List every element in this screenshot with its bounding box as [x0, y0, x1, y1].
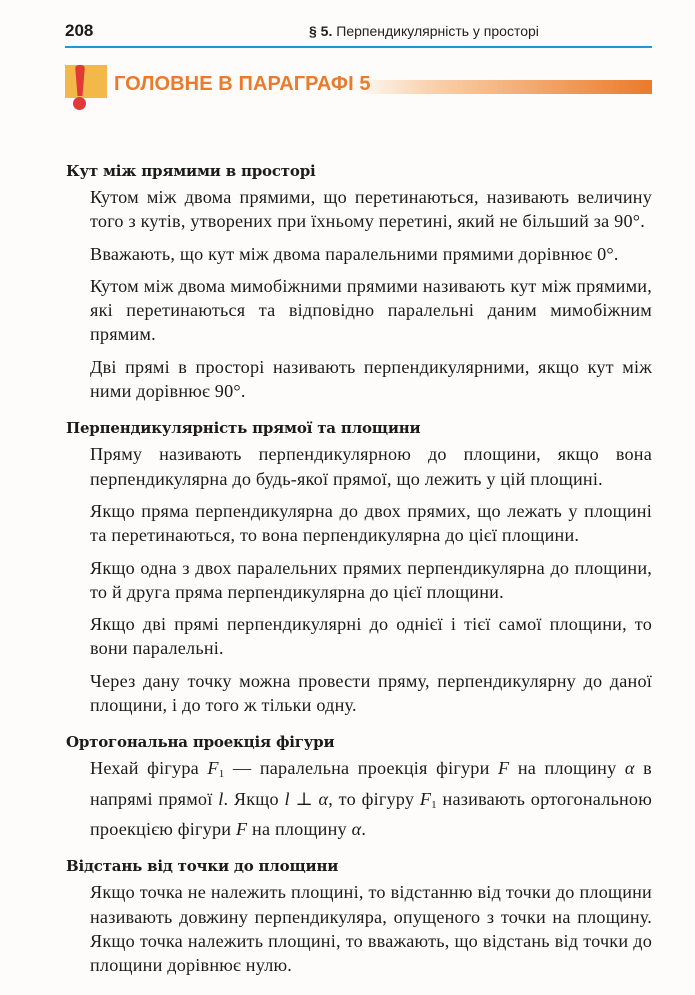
section-number: § 5.	[309, 23, 333, 39]
summary-content	[66, 160, 652, 991]
section-line-plane-perpendicularity	[66, 417, 652, 717]
paragraph: Якщо пряма перпендикулярна до двох прямих, що лежать у площині та перетинаються, то вона перпендикулярна до цієї площини.	[90, 500, 652, 546]
math-F: F	[207, 758, 219, 779]
section-heading: Ортогональна проекція фігури	[66, 733, 335, 752]
paragraph: Якщо одна з двох паралельних прямих перпендикулярна до площини, то й друга пряма перпендикулярна до цієї площини.	[90, 557, 652, 602]
section-reference	[309, 23, 539, 39]
page-number: 208	[65, 21, 94, 40]
section-point-plane-distance	[66, 855, 652, 977]
math-alpha: α	[624, 758, 635, 779]
paragraph: Нехай фігура $F_1$ — паралельна проекція фігури F на площину α в напрямі прямої l. Якщо l ⊥ α, то фігуру $F_1$ називають ортогональною проекцією фігури F на площину α.	[90, 758, 652, 839]
paragraph: Вважають, що кут між двома паралельними прямими дорівнює 0°.	[90, 243, 619, 264]
math-l: l	[218, 788, 224, 809]
section-angle-between-lines	[66, 160, 652, 403]
banner-icon-background	[65, 65, 107, 98]
paragraph: Кутом між двома мимобіжними прямими називають кут між прямими, які перетинаються та відповідно паралельні даним мимобіжним прямим.	[90, 275, 652, 345]
section-heading: Перпендикулярність прямої та площини	[66, 419, 421, 438]
section-orthogonal-projection	[66, 731, 652, 841]
banner-title: ГОЛОВНЕ В ПАРАГРАФІ 5	[114, 73, 371, 95]
paragraph: Якщо точка не належить площині, то відстанню від точки до площини називають довжину перпендикуляра, опущеного з точки на площину. Якщо точка належить площині, то вважають, що відстань від точки до площини дорівнює нулю.	[90, 882, 652, 976]
perpendicular-symbol: ⊥	[289, 788, 319, 809]
section-heading: Відстань від точки до площини	[66, 857, 339, 876]
paragraph: Якщо дві прямі перпендикулярні до однієї і тієї самої площини, то вони паралельні.	[90, 614, 652, 659]
section-heading: Кут між прямими в просторі	[66, 162, 316, 180]
section-title: Перпендикулярність у просторі	[336, 23, 539, 39]
paragraph: Пряму називають перпендикулярною до площини, якщо вона перпендикулярна до будь-якої прямої, що лежить у цій площині.	[90, 444, 652, 489]
banner-gradient-strip	[353, 80, 652, 94]
paragraph: Кутом між двома прямими, що перетинаються, називають величину того з кутів, утворених при їхньому перетині, який не більший за 90°.	[90, 187, 652, 232]
summary-banner	[65, 63, 652, 113]
paragraph: Через дану точку можна провести пряму, перпендикулярну до даної площини, і до того ж тільки одну.	[90, 670, 652, 716]
running-header	[65, 20, 652, 48]
paragraph: Дві прямі в просторі називають перпендикулярними, якщо кут між ними дорівнює 90°.	[90, 356, 652, 402]
